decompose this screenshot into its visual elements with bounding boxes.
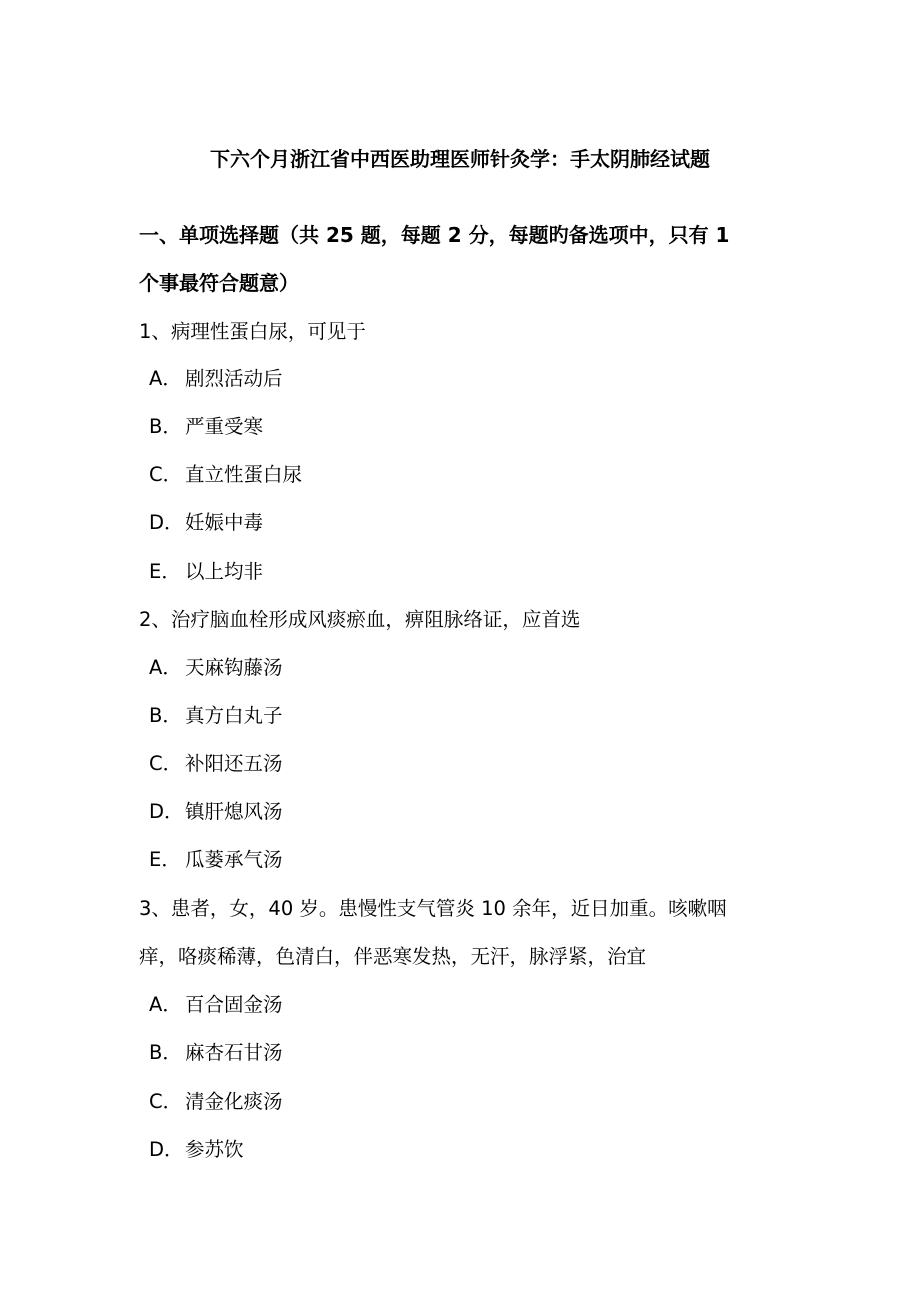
option-letter: D．	[149, 511, 184, 534]
option-letter: B．	[149, 1041, 182, 1064]
option-text: 镇肝熄风汤	[185, 800, 283, 823]
question-3-stem-line-2: 痒，咯痰稀薄，色清白，伴恶寒发热，无汗，脉浮紧，治宜	[139, 945, 647, 968]
option-letter: D．	[149, 800, 184, 823]
option-text: 清金化痰汤	[185, 1090, 283, 1113]
option-letter: C．	[149, 463, 183, 486]
option-text: 直立性蛋白尿	[185, 463, 303, 486]
option-letter: D．	[149, 1138, 184, 1161]
question-2-option-a	[149, 653, 789, 683]
option-letter: E．	[149, 848, 181, 871]
option-letter: C．	[149, 1090, 183, 1113]
option-text: 剧烈活动后	[185, 367, 283, 390]
question-2-option-e	[149, 845, 789, 875]
document-title: 下六个月浙江省中西医助理医师针灸学：手太阴肺经试题	[210, 147, 710, 171]
question-3-option-a	[149, 990, 789, 1020]
question-1-option-c	[149, 460, 789, 490]
question-1-option-d	[149, 508, 789, 538]
question-1-option-a	[149, 364, 789, 394]
option-text: 天麻钩藤汤	[185, 656, 283, 679]
option-letter: B．	[149, 704, 182, 727]
option-letter: A．	[149, 656, 182, 679]
option-letter: C．	[149, 752, 183, 775]
option-text: 妊娠中毒	[185, 511, 264, 534]
option-text: 以上均非	[185, 560, 264, 583]
section-heading-line-1: 一、单项选择题（共 25 题，每题 2 分，每题旳备选项中，只有 1	[139, 223, 730, 247]
question-2-stem: 2、治疗脑血栓形成风痰瘀血，痹阻脉络证，应首选	[139, 608, 581, 631]
question-1-option-b	[149, 412, 789, 442]
option-text: 百合固金汤	[185, 993, 283, 1016]
option-text: 参苏饮	[185, 1138, 244, 1161]
option-text: 补阳还五汤	[185, 752, 283, 775]
question-3-option-d	[149, 1135, 789, 1165]
question-2-option-c	[149, 749, 789, 779]
option-letter: A．	[149, 993, 182, 1016]
question-3-option-c	[149, 1087, 789, 1117]
option-text: 麻杏石甘汤	[185, 1041, 283, 1064]
option-letter: E．	[149, 560, 181, 583]
option-letter: B．	[149, 415, 182, 438]
option-text: 严重受寒	[185, 415, 264, 438]
option-text: 瓜蒌承气汤	[185, 848, 283, 871]
question-1-option-e	[149, 557, 789, 587]
section-heading-line-2: 个事最符合题意）	[139, 271, 299, 295]
option-text: 真方白丸子	[185, 704, 283, 727]
question-2-option-d	[149, 797, 789, 827]
question-3-option-b	[149, 1038, 789, 1068]
question-1-stem: 1、病理性蛋白尿，可见于	[139, 320, 366, 343]
option-letter: A．	[149, 367, 182, 390]
question-2-option-b	[149, 701, 789, 731]
question-3-stem-line-1: 3、患者，女，40 岁。患慢性支气管炎 10 余年，近日加重。咳嗽咽	[139, 897, 727, 920]
